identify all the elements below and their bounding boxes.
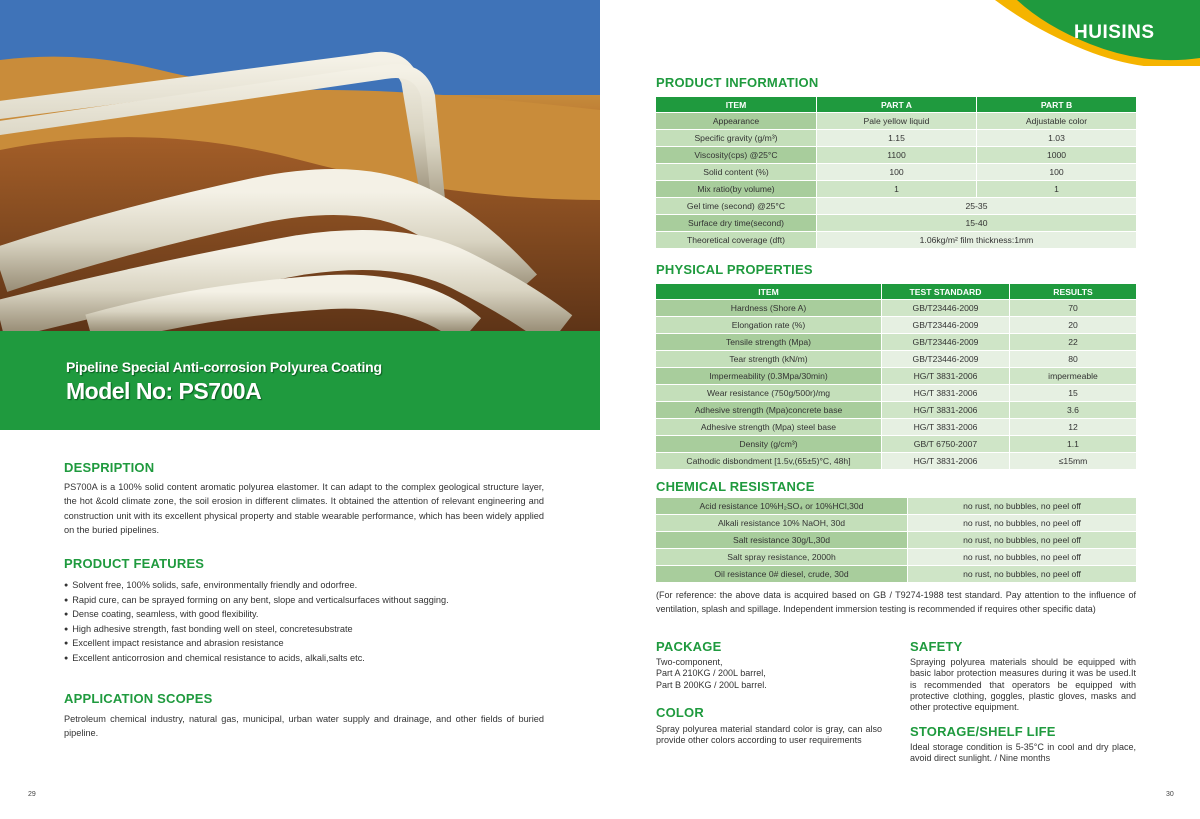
package-heading: PACKAGE xyxy=(656,639,722,654)
table-row xyxy=(656,566,1137,583)
table-cell: HG/T 3831-2006 xyxy=(882,402,1010,419)
application-text: Petroleum chemical industry, natural gas, municipal, urban water supply and drainage, and other fields of buried pipeline. xyxy=(64,714,544,739)
table-cell: 1100 xyxy=(817,147,977,164)
table-row xyxy=(656,198,1137,215)
table-row xyxy=(656,334,1137,351)
feature-item: ● Dense coating, seamless, with good flexibility. xyxy=(64,608,449,623)
table-cell: Pale yellow liquid xyxy=(817,113,977,130)
safety-heading: SAFETY xyxy=(910,639,963,654)
table-cell: 12 xyxy=(1010,419,1137,436)
table-cell: 70 xyxy=(1010,300,1137,317)
color-text: Spray polyurea material standard color is gray, can also provide other colors according to user requirements xyxy=(656,724,882,746)
table-cell: Specific gravity (g/m³) xyxy=(656,130,817,147)
feature-item: ● Rapid cure, can be sprayed forming on any bent, slope and verticalsurfaces without sagging. xyxy=(64,594,449,609)
table-row xyxy=(656,317,1137,334)
table-cell: Surface dry time(second) xyxy=(656,215,817,232)
table-cell: Adjustable color xyxy=(977,113,1137,130)
column-header: ITEM xyxy=(656,97,817,113)
storage-text: Ideal storage condition is 5-35°C in cool and dry place, avoid direct sunlight. / Nine months xyxy=(910,742,1136,764)
table-row xyxy=(656,164,1137,181)
table-cell: Salt resistance 30g/L,30d xyxy=(656,532,908,549)
table-row xyxy=(656,419,1137,436)
product-info-heading: PRODUCT INFORMATION xyxy=(656,75,819,90)
table-row xyxy=(656,130,1137,147)
banner-model-number: Model No: PS700A xyxy=(66,378,262,404)
table-cell: 1 xyxy=(817,181,977,198)
table-cell: 15 xyxy=(1010,385,1137,402)
safety-text: Spraying polyurea materials should be equipped with basic labor protection measures during it was be used.It is recommended that operators be equipped with protective clothing, goggles, plastic gloves, masks and other protective equipment. xyxy=(910,657,1136,713)
table-row xyxy=(656,549,1137,566)
table-row xyxy=(656,113,1137,130)
table-cell: 20 xyxy=(1010,317,1137,334)
table-cell: Solid content (%) xyxy=(656,164,817,181)
table-cell: Density (g/cm³) xyxy=(656,436,882,453)
table-cell: Gel time (second) @25°C xyxy=(656,198,817,215)
table-cell: no rust, no bubbles, no peel off xyxy=(908,532,1137,549)
table-cell: 1.15 xyxy=(817,130,977,147)
table-cell: 15-40 xyxy=(817,215,1137,232)
table-cell: Mix ratio(by volume) xyxy=(656,181,817,198)
table-cell: HG/T 3831-2006 xyxy=(882,368,1010,385)
table-row xyxy=(656,232,1137,249)
physical-heading: PHYSICAL PROPERTIES xyxy=(656,262,813,277)
package-text xyxy=(656,657,886,691)
pipeline-photo xyxy=(0,0,600,331)
table-cell: Adhesive strength (Mpa)concrete base xyxy=(656,402,882,419)
column-header: TEST STANDARD xyxy=(882,284,1010,300)
feature-item: ● High adhesive strength, fast bonding well on steel, concretesubstrate xyxy=(64,623,449,638)
application-heading: APPLICATION SCOPES xyxy=(64,691,213,706)
product-info-table xyxy=(655,96,1137,249)
table-cell: Cathodic disbondment [1.5v,(65±5)°C, 48h] xyxy=(656,453,882,470)
table-cell: Tensile strength (Mpa) xyxy=(656,334,882,351)
table-cell: 80 xyxy=(1010,351,1137,368)
table-cell: 22 xyxy=(1010,334,1137,351)
description-heading: DESPRIPTION xyxy=(64,460,155,475)
package-line: Part B 200KG / 200L barrel. xyxy=(656,679,767,690)
banner-subtitle: Pipeline Special Anti-corrosion Polyurea Coating xyxy=(66,359,382,375)
table-cell: Oil resistance 0# diesel, crude, 30d xyxy=(656,566,908,583)
table-cell: GB/T23446-2009 xyxy=(882,300,1010,317)
features-heading: PRODUCT FEATURES xyxy=(64,556,205,571)
table-cell: Adhesive strength (Mpa) steel base xyxy=(656,419,882,436)
table-row xyxy=(656,215,1137,232)
table-row xyxy=(656,181,1137,198)
table-cell: no rust, no bubbles, no peel off xyxy=(908,566,1137,583)
table-row xyxy=(656,300,1137,317)
physical-table xyxy=(655,283,1137,470)
features-list xyxy=(64,579,449,666)
table-cell: GB/T23446-2009 xyxy=(882,351,1010,368)
table-row xyxy=(656,368,1137,385)
table-cell: Viscosity(cps) @25°C xyxy=(656,147,817,164)
table-cell: HG/T 3831-2006 xyxy=(882,453,1010,470)
table-cell: Tear strength (kN/m) xyxy=(656,351,882,368)
table-row xyxy=(656,351,1137,368)
table-cell: HG/T 3831-2006 xyxy=(882,419,1010,436)
column-header: RESULTS xyxy=(1010,284,1137,300)
package-line: Two-component, xyxy=(656,657,723,667)
table-cell: impermeable xyxy=(1010,368,1137,385)
table-row xyxy=(656,532,1137,549)
table-cell: no rust, no bubbles, no peel off xyxy=(908,549,1137,566)
pipeline-illustration xyxy=(0,0,600,331)
table-cell: Hardness (Shore A) xyxy=(656,300,882,317)
table-cell: 1.03 xyxy=(977,130,1137,147)
column-header: PART A xyxy=(817,97,977,113)
column-header: ITEM xyxy=(656,284,882,300)
table-row xyxy=(656,498,1137,515)
description-text: PS700A is a 100% solid content aromatic polyurea elastomer. It can adapt to the complex geological structure layer, the hot &cold climate zone, the soil erosion in different climates. It obtained the attention of relevant engineering and construction unit with its excellent physical property and stable wearable performance, which has been widely applied on the buried pipelines. xyxy=(64,482,544,536)
table-cell: Alkali resistance 10% NaOH, 30d xyxy=(656,515,908,532)
table-row xyxy=(656,385,1137,402)
table-cell: 100 xyxy=(817,164,977,181)
table-cell: GB/T23446-2009 xyxy=(882,317,1010,334)
table-cell: GB/T23446-2009 xyxy=(882,334,1010,351)
storage-heading: STORAGE/SHELF LIFE xyxy=(910,724,1056,739)
table-row xyxy=(656,515,1137,532)
color-heading: COLOR xyxy=(656,705,704,720)
table-cell: Theoretical coverage (dft) xyxy=(656,232,817,249)
table-row xyxy=(656,453,1137,470)
page-number-right: 30 xyxy=(1166,791,1174,798)
feature-item: ● Solvent free, 100% solids, safe, environmentally friendly and odorfree. xyxy=(64,579,449,594)
table-cell: Impermeability (0.3Mpa/30min) xyxy=(656,368,882,385)
column-header: PART B xyxy=(977,97,1137,113)
table-cell: Elongation rate (%) xyxy=(656,317,882,334)
table-row xyxy=(656,402,1137,419)
table-cell: 1 xyxy=(977,181,1137,198)
feature-item: ● Excellent anticorrosion and chemical resistance to acids, alkali,salts etc. xyxy=(64,652,449,667)
table-cell: 1.06kg/m² film thickness:1mm xyxy=(817,232,1137,249)
feature-item: ● Excellent impact resistance and abrasion resistance xyxy=(64,637,449,652)
chemical-note: (For reference: the above data is acquired based on GB / T9274-1988 test standard. Pay attention to the influence of ventilation, splash and spillage. Independent immersion testing is recommended if requires other specific data) xyxy=(656,590,1136,614)
table-cell: 1.1 xyxy=(1010,436,1137,453)
table-cell: 1000 xyxy=(977,147,1137,164)
table-cell: Wear resistance (750g/500r)/mg xyxy=(656,385,882,402)
table-cell: GB/T 6750-2007 xyxy=(882,436,1010,453)
table-cell: Salt spray resistance, 2000h xyxy=(656,549,908,566)
table-cell: 3.6 xyxy=(1010,402,1137,419)
table-cell: Appearance xyxy=(656,113,817,130)
table-row xyxy=(656,147,1137,164)
package-line: Part A 210KG / 200L barrel, xyxy=(656,668,766,679)
table-cell: 25-35 xyxy=(817,198,1137,215)
table-cell: 100 xyxy=(977,164,1137,181)
brand-logo: HUISINS xyxy=(1074,22,1155,43)
table-cell: no rust, no bubbles, no peel off xyxy=(908,498,1137,515)
table-cell: HG/T 3831-2006 xyxy=(882,385,1010,402)
table-row xyxy=(656,436,1137,453)
table-cell: no rust, no bubbles, no peel off xyxy=(908,515,1137,532)
chemical-heading: CHEMICAL RESISTANCE xyxy=(656,479,815,494)
page-number-left: 29 xyxy=(28,791,36,798)
chemical-table xyxy=(655,497,1137,583)
table-cell: Acid resistance 10%H₂SO₄ or 10%HCl,30d xyxy=(656,498,908,515)
table-cell: ≤15mm xyxy=(1010,453,1137,470)
